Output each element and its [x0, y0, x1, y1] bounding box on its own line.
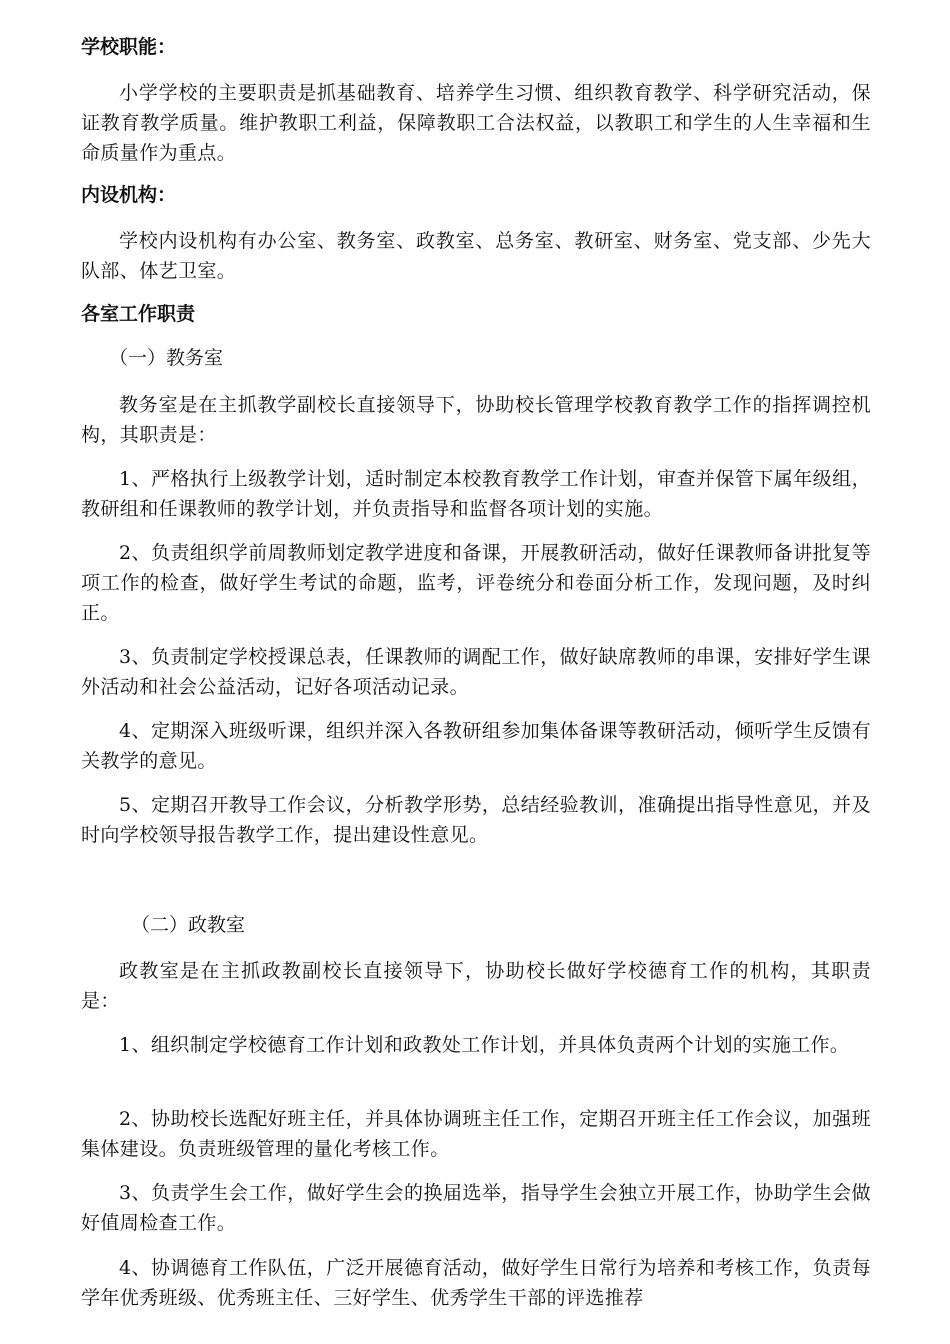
political-education-item-4: 4、协调德育工作队伍，广泛开展德育活动，做好学生日常行为培养和考核工作，负责每学年优秀班级、优秀班主任、三好学生、优秀学生干部的评选推荐	[81, 1257, 871, 1309]
academic-affairs-item-4: 4、定期深入班级听课，组织并深入各教研组参加集体备课等教研活动，倾听学生反馈有关教学的意见。	[81, 720, 871, 772]
political-education-item-2: 2、协助校长选配好班主任，并具体协调班主任工作，定期召开班主任工作会议，加强班集体建设。负责班级管理的量化考核工作。	[81, 1108, 871, 1160]
academic-affairs-item-3: 3、负责制定学校授课总表，任课教师的调配工作，做好缺席教师的串课，安排好学生课外活动和社会公益活动，记好各项活动记录。	[81, 646, 871, 698]
school-functions-heading: 学校职能：	[81, 36, 177, 58]
political-education-title: （二）政教室	[131, 914, 246, 936]
office-duties-heading: 各室工作职责	[81, 303, 196, 325]
political-education-intro: 政教室是在主抓政教副校长直接领导下，协助校长做好学校德育工作的机构，其职责是：	[81, 960, 871, 1012]
internal-organization-heading: 内设机构：	[81, 184, 177, 206]
internal-organization-text: 学校内设机构有办公室、教务室、政教室、总务室、教研室、财务室、党支部、少先大队部、体艺卫室。	[81, 230, 871, 282]
academic-affairs-intro: 教务室是在主抓教学副校长直接领导下，协助校长管理学校教育教学工作的指挥调控机构，其职责是：	[81, 394, 871, 446]
academic-affairs-item-1: 1、严格执行上级教学计划，适时制定本校教育教学工作计划，审查并保管下属年级组，教研组和任课教师的教学计划，并负责指导和监督各项计划的实施。	[81, 468, 871, 520]
academic-affairs-item-2: 2、负责组织学前周教师划定教学进度和备课，开展教研活动，做好任课教师备讲批复等项工作的检查，做好学生考试的命题，监考，评卷统分和卷面分析工作，发现问题，及时纠正。	[81, 542, 871, 624]
academic-affairs-title: （一）教务室	[109, 347, 224, 369]
political-education-item-3: 3、负责学生会工作，做好学生会的换届选举，指导学生会独立开展工作，协助学生会做好值周检查工作。	[81, 1182, 871, 1234]
political-education-item-1: 1、组织制定学校德育工作计划和政教处工作计划，并具体负责两个计划的实施工作。	[119, 1034, 850, 1056]
school-functions-text: 小学学校的主要职责是抓基础教育、培养学生习惯、组织教育教学、科学研究活动，保证教育教学质量。维护教职工利益，保障教职工合法权益，以教职工和学生的人生幸福和生命质量作为重点。	[81, 82, 871, 164]
academic-affairs-item-5: 5、定期召开教导工作会议，分析教学形势，总结经验教训，准确提出指导性意见，并及时向学校领导报告教学工作，提出建设性意见。	[81, 794, 871, 846]
